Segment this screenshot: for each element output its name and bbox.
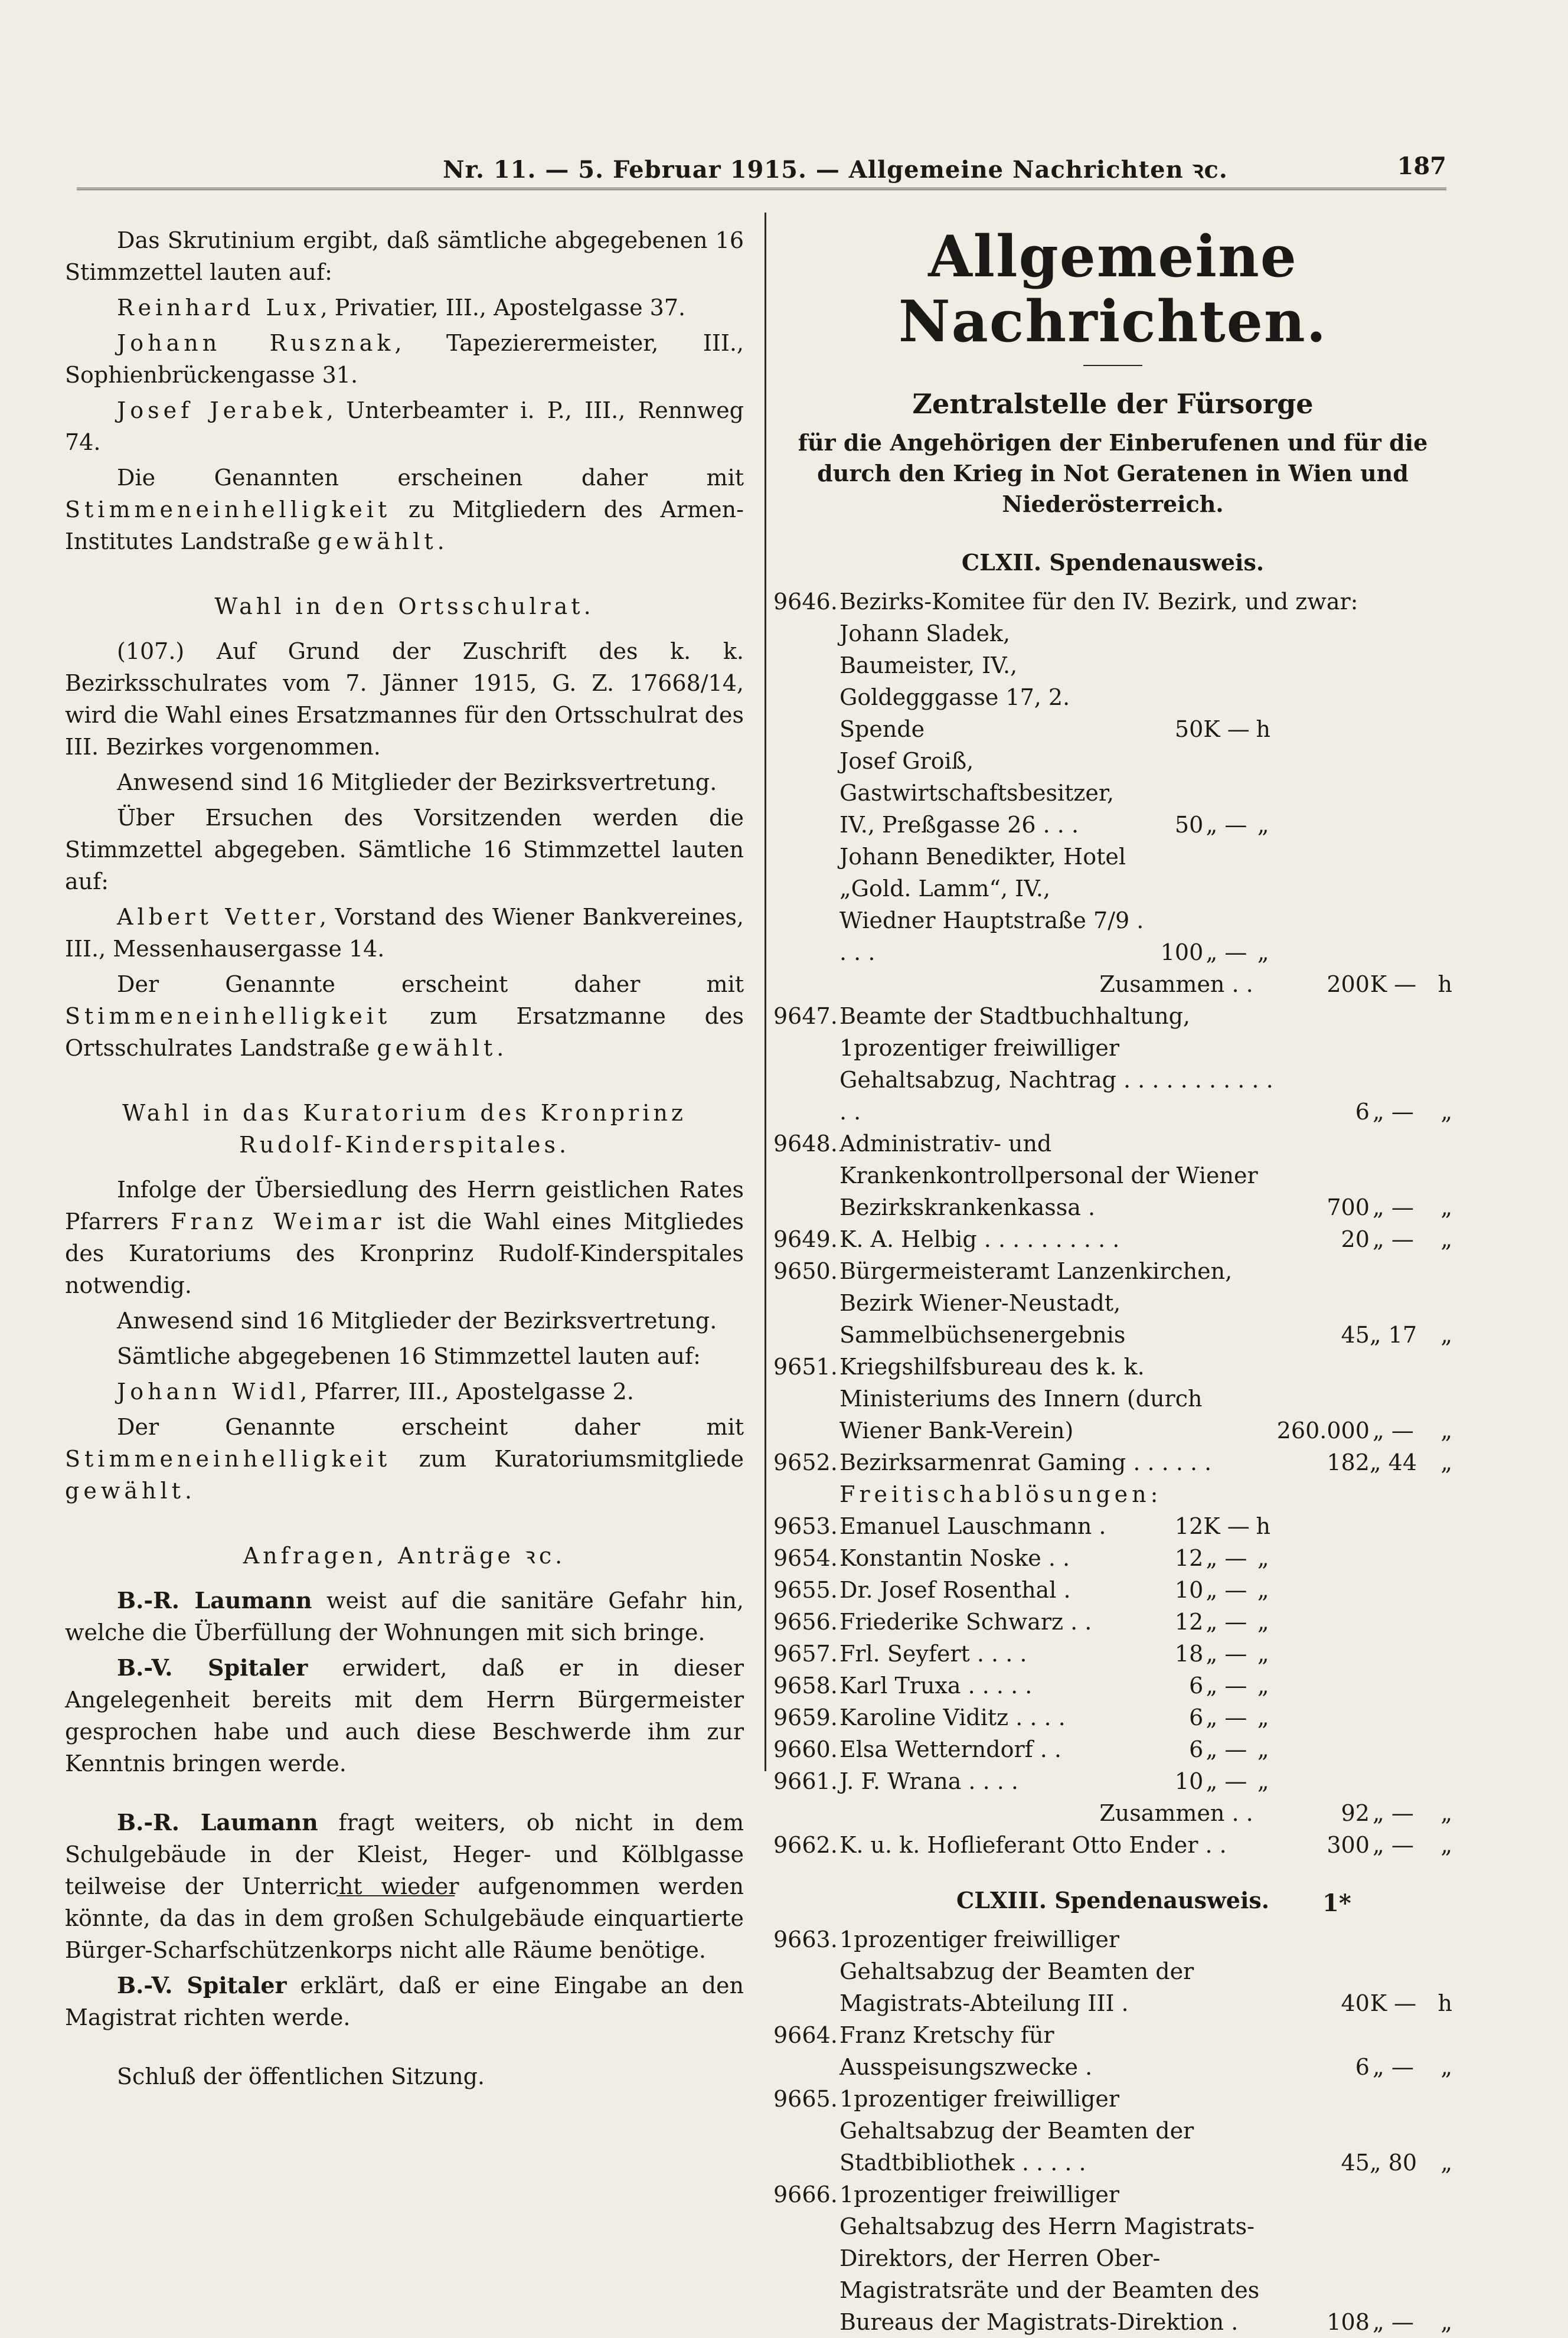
paragraph bbox=[65, 1376, 744, 1408]
paragraph bbox=[65, 1652, 744, 1779]
paragraph-text: erklärt, daß er eine Eingabe an den Magistrat richten werde. bbox=[65, 1973, 744, 2030]
donation-table-2 bbox=[773, 1924, 1452, 2338]
unit: K — bbox=[1370, 1990, 1417, 2016]
paragraph-text: fragt weiters, ob nicht in dem Schulgebäude in der Kleist, Heger- und Kölblgasse teilweise der Unterricht wieder aufgenommen werden könnte, da das in dem großen Schulgebäude einquartierte Bürger-Scharfschützenkorps nicht alle Räume benötige. bbox=[65, 1810, 744, 1963]
paragraph: Das Skrutinium ergibt, daß sämtliche abgegebenen 16 Stimmzettel lauten auf: bbox=[65, 227, 744, 285]
entry-number: 9660. bbox=[773, 1736, 838, 1762]
amount: 260.000 bbox=[1276, 1418, 1370, 1444]
entry-text: Dr. Josef Rosenthal . bbox=[839, 1577, 1071, 1603]
amount: 10 bbox=[1174, 1768, 1204, 1794]
person-name: Franz Weimar bbox=[171, 1209, 386, 1235]
section-heading: Wahl in das Kuratorium des Kronprinz Rudolf-Kinderspitales. bbox=[122, 1100, 687, 1158]
unit: h bbox=[1256, 716, 1270, 742]
table-row bbox=[773, 2179, 1452, 2338]
table-row bbox=[773, 841, 1452, 968]
amount: 12 bbox=[1174, 1513, 1204, 1539]
table-row bbox=[773, 1542, 1452, 1574]
paragraph-text: ist die Wahl eines Mitgliedes des Kuratoriums des Kronprinz Rudolf-Kinderspitales notwendig. bbox=[65, 1209, 744, 1298]
paragraph: Sämtliche abgegebenen 16 Stimmzettel lauten auf: bbox=[117, 1343, 701, 1369]
spaced-text: Stimmeneinhelligkeit bbox=[65, 497, 391, 523]
amount: 300 bbox=[1327, 1832, 1370, 1858]
entry-text: 1prozentiger freiwilliger Gehaltsabzug der Beamten der Magistrats-Abteilung III . bbox=[839, 1926, 1194, 2016]
paragraph-text: zum Kuratoriumsmitgliede bbox=[391, 1446, 744, 1472]
unit: „ 44 bbox=[1369, 1449, 1417, 1475]
unit: „ 80 bbox=[1369, 2150, 1417, 2176]
unit: „ bbox=[1440, 1418, 1452, 1444]
unit: „ bbox=[1440, 2054, 1452, 2080]
table-row bbox=[773, 968, 1452, 1000]
table-row bbox=[773, 2083, 1452, 2179]
spaced-text: Stimmeneinhelligkeit bbox=[65, 1446, 391, 1472]
entry-number: 9646. bbox=[773, 589, 838, 615]
entry-number: 9647. bbox=[773, 1003, 838, 1029]
unit: „ bbox=[1257, 939, 1269, 965]
paragraph: Anwesend sind 16 Mitglieder der Bezirksvertretung. bbox=[117, 1308, 717, 1334]
table-row bbox=[773, 1351, 1452, 1446]
unit: „ — bbox=[1373, 2054, 1414, 2080]
paragraph-text: Der Genannte erscheint daher mit bbox=[117, 1414, 744, 1440]
entry-text: Bürgermeisteramt Lanzenkirchen, Bezirk Wiener-Neustadt, Sammelbüchsenergebnis bbox=[839, 1258, 1233, 1348]
entry-number: 9659. bbox=[773, 1704, 838, 1730]
amount: 12 bbox=[1174, 1609, 1204, 1635]
unit: „ bbox=[1440, 2150, 1452, 2176]
amount: 6 bbox=[1189, 1736, 1204, 1762]
person-name: Josef Jerabek bbox=[117, 397, 326, 423]
entry-text: Josef Groiß, Gastwirtschaftsbesitzer, IV., Preßgasse 26 . . . bbox=[839, 748, 1114, 838]
entry-number: 9653. bbox=[773, 1513, 838, 1539]
entry-text: Elsa Wetterndorf . . bbox=[839, 1736, 1061, 1762]
entry-number: 9661. bbox=[773, 1768, 838, 1794]
table-row bbox=[773, 1128, 1452, 1223]
unit: „ bbox=[1440, 1194, 1452, 1220]
unit: „ — bbox=[1206, 1545, 1247, 1571]
unit: „ bbox=[1440, 1226, 1452, 1252]
header-rule bbox=[77, 188, 1446, 190]
entry-text: K. u. k. Hoflieferant Otto Ender . . bbox=[839, 1832, 1227, 1858]
title-rule bbox=[1083, 365, 1142, 366]
paragraph-text: , Vorstand des Wiener Bankvereines, III., Messenhausergasse 14. bbox=[65, 904, 744, 962]
table-row bbox=[773, 586, 1452, 618]
paragraph bbox=[65, 394, 744, 458]
paragraph-text: zu Mitgliedern des Armen-Institutes Landstraße bbox=[65, 497, 744, 554]
entry-number: 9650. bbox=[773, 1258, 838, 1284]
unit: h bbox=[1438, 1990, 1452, 2016]
unit: „ — bbox=[1206, 1673, 1247, 1699]
unit: „ — bbox=[1206, 1609, 1247, 1635]
amount: 6 bbox=[1355, 1099, 1370, 1125]
unit: „ bbox=[1257, 1641, 1269, 1667]
table-row bbox=[773, 1924, 1452, 2019]
entry-number: 9648. bbox=[773, 1131, 838, 1157]
unit: „ bbox=[1440, 1800, 1452, 1826]
amount: 182 bbox=[1327, 1449, 1370, 1475]
entry-number: 9656. bbox=[773, 1609, 838, 1635]
table-row bbox=[773, 1638, 1452, 1670]
paragraph-text: Infolge der Übersiedlung des Herrn geistlichen Rates Pfarrers bbox=[65, 1177, 744, 1235]
person-name: Reinhard Lux bbox=[117, 295, 321, 321]
paragraph: (107.) Auf Grund der Zuschrift des k. k. Bezirksschulrates vom 7. Jänner 1915, G. Z. 17668/14, wird die Wahl eines Ersatzmannes für den Ortsschulrat des III. Bezirkes vorgenommen. bbox=[65, 638, 744, 760]
table-row bbox=[773, 1829, 1452, 1861]
table-row bbox=[773, 1733, 1452, 1765]
person-name: Johann Rusznak bbox=[117, 330, 395, 356]
paragraph bbox=[65, 1585, 744, 1648]
unit: „ — bbox=[1206, 812, 1247, 838]
paragraph bbox=[65, 327, 744, 391]
table-row bbox=[773, 1670, 1452, 1702]
unit: K — bbox=[1203, 1513, 1250, 1539]
table-row bbox=[773, 1223, 1452, 1255]
amount: 100 bbox=[1160, 939, 1204, 965]
spacer bbox=[65, 1783, 744, 1807]
amount: 10 bbox=[1174, 1577, 1204, 1603]
entry-number: 9655. bbox=[773, 1577, 838, 1603]
entry-text: J. F. Wrana . . . . bbox=[839, 1768, 1018, 1794]
amount: 6 bbox=[1355, 2054, 1370, 2080]
spaced-text: gewählt. bbox=[317, 528, 449, 554]
table-row bbox=[773, 1255, 1452, 1351]
table-row bbox=[773, 1606, 1452, 1638]
unit: „ bbox=[1257, 1577, 1269, 1603]
page-number: 187 bbox=[1397, 152, 1446, 180]
table-row bbox=[773, 1765, 1452, 1797]
entry-number: 9665. bbox=[773, 2086, 838, 2112]
unit: „ — bbox=[1206, 1768, 1247, 1794]
spaced-text: gewählt. bbox=[377, 1035, 508, 1061]
table-row bbox=[773, 1510, 1452, 1542]
paragraph: Anwesend sind 16 Mitglieder der Bezirksvertretung. bbox=[117, 769, 717, 795]
table-row bbox=[773, 1000, 1452, 1128]
unit: „ bbox=[1257, 1673, 1269, 1699]
entry-number: 9666. bbox=[773, 2182, 838, 2208]
amount: 45 bbox=[1341, 1322, 1370, 1348]
entry-text: Karl Truxa . . . . . bbox=[839, 1673, 1033, 1699]
table-row bbox=[773, 1702, 1452, 1733]
amount: 6 bbox=[1189, 1673, 1204, 1699]
unit: „ — bbox=[1373, 1418, 1414, 1444]
unit: „ bbox=[1440, 1449, 1452, 1475]
section-heading: Wahl in den Ortsschulrat. bbox=[214, 593, 594, 619]
unit: K — bbox=[1370, 971, 1417, 997]
spaced-text: Stimmeneinhelligkeit bbox=[65, 1003, 391, 1029]
subtitle-description: für die Angehörigen der Einberufenen und für die durch den Krieg in Not Geratenen in Wien und Niederösterreich. bbox=[798, 429, 1428, 517]
paragraph bbox=[65, 462, 744, 557]
amount: 200 bbox=[1327, 971, 1370, 997]
unit: „ bbox=[1257, 1768, 1269, 1794]
paragraph-text: Der Genannte erscheint daher mit bbox=[117, 971, 744, 997]
entry-number: 9654. bbox=[773, 1545, 838, 1571]
entry-number: 9651. bbox=[773, 1354, 838, 1380]
paragraph bbox=[65, 1411, 744, 1507]
spacer bbox=[65, 2037, 744, 2061]
sum-label: Zusammen . . bbox=[1099, 971, 1253, 997]
table-row bbox=[773, 1797, 1452, 1829]
paragraph: Über Ersuchen des Vorsitzenden werden die Stimmzettel abgegeben. Sämtliche 16 Stimmzettel lauten auf: bbox=[65, 805, 744, 894]
unit: „ — bbox=[1373, 1832, 1414, 1858]
amount: 108 bbox=[1327, 2309, 1370, 2335]
unit: „ bbox=[1257, 1704, 1269, 1730]
entry-text: Beamte der Stadtbuchhaltung, 1prozentiger freiwilliger Gehaltsabzug, Nachtrag . . . . . . . . . . . . . bbox=[839, 1003, 1273, 1125]
subtitle: Zentralstelle der Fürsorge bbox=[912, 388, 1314, 420]
header-title: Nr. 11. — 5. Februar 1915. — Allgemeine Nachrichten ꝛc. bbox=[443, 156, 1228, 184]
list-heading: CLXIII. Spendenausweis. bbox=[956, 1887, 1269, 1913]
table-row bbox=[773, 1574, 1452, 1606]
entry-text: 1prozentiger freiwilliger Gehaltsabzug der Beamten der Stadtbibliothek . . . . . bbox=[839, 2086, 1194, 2176]
unit: „ — bbox=[1206, 1641, 1247, 1667]
entry-text: Karoline Viditz . . . . bbox=[839, 1704, 1066, 1730]
unit: „ bbox=[1257, 1545, 1269, 1571]
entry-text: Bezirks-Komitee für den IV. Bezirk, und zwar: bbox=[839, 589, 1358, 615]
amount: 6 bbox=[1189, 1704, 1204, 1730]
unit: h bbox=[1256, 1513, 1270, 1539]
unit: „ — bbox=[1373, 1194, 1414, 1220]
entry-number: 9664. bbox=[773, 2022, 838, 2048]
entry-text: Johann Sladek, Baumeister, IV., Goldegggasse 17, 2. Spende bbox=[839, 621, 1070, 742]
section-heading: Anfragen, Anträge ꝛc. bbox=[243, 1543, 566, 1569]
entry-number: 9662. bbox=[773, 1832, 838, 1858]
main-title: Allgemeine Nachrichten. bbox=[898, 223, 1328, 355]
unit: „ — bbox=[1373, 2309, 1414, 2335]
entry-text: Emanuel Lauschmann . bbox=[839, 1513, 1106, 1539]
unit: h bbox=[1438, 971, 1452, 997]
unit: „ — bbox=[1373, 1099, 1414, 1125]
entry-number: 9663. bbox=[773, 1926, 838, 1952]
unit: K — bbox=[1203, 716, 1250, 742]
unit: „ — bbox=[1206, 1736, 1247, 1762]
paragraph-text: , Pfarrer, III., Apostelgasse 2. bbox=[300, 1379, 634, 1405]
unit: „ bbox=[1440, 1832, 1452, 1858]
paragraph bbox=[65, 968, 744, 1064]
paragraph bbox=[65, 292, 744, 324]
paragraph bbox=[65, 1174, 744, 1301]
paragraph-text: Die Genannten erscheinen daher mit bbox=[117, 465, 744, 491]
paragraph bbox=[65, 901, 744, 965]
list-heading: CLXII. Spendenausweis. bbox=[961, 549, 1265, 576]
amount: 20 bbox=[1341, 1226, 1370, 1252]
entry-text: Administrativ- und Krankenkontrollpersonal der Wiener Bezirkskrankenkassa . bbox=[839, 1131, 1258, 1220]
signature-mark: 1* bbox=[1322, 1889, 1351, 1917]
unit: „ — bbox=[1206, 1577, 1247, 1603]
paragraph bbox=[65, 1970, 744, 2033]
amount: 92 bbox=[1341, 1800, 1370, 1826]
paragraph-text: , Tapezierermeister, III., Sophienbrückengasse 31. bbox=[65, 330, 744, 388]
unit: „ bbox=[1440, 1099, 1452, 1125]
paragraph-text: , Privatier, III., Apostelgasse 37. bbox=[320, 295, 686, 321]
table-row bbox=[773, 618, 1452, 745]
amount: 700 bbox=[1327, 1194, 1370, 1220]
unit: „ bbox=[1440, 2309, 1452, 2335]
amount: 40 bbox=[1341, 1990, 1370, 2016]
person-name: Johann Widl bbox=[117, 1379, 300, 1405]
entry-text: Frl. Seyfert . . . . bbox=[839, 1641, 1027, 1667]
unit: „ bbox=[1440, 1322, 1452, 1348]
sum-label: Zusammen . . bbox=[1099, 1800, 1253, 1826]
paragraph-text: erwidert, daß er in dieser Angelegenheit bereits mit dem Herrn Bürgermeister gesprochen habe und auch diese Beschwerde ihm zur Kenntnis bringen werde. bbox=[65, 1655, 744, 1777]
paragraph bbox=[65, 1807, 744, 1966]
table-row bbox=[773, 1446, 1452, 1478]
entry-number: 9649. bbox=[773, 1226, 838, 1252]
speaker-name: B.-R. Laumann bbox=[117, 1587, 312, 1614]
entry-text: Kriegshilfsbureau des k. k. Ministeriums des Innern (durch Wiener Bank-Verein) bbox=[839, 1354, 1203, 1444]
person-name: Albert Vetter bbox=[117, 904, 319, 930]
amount: 18 bbox=[1174, 1641, 1204, 1667]
unit: „ 17 bbox=[1369, 1322, 1417, 1348]
unit: „ — bbox=[1206, 1704, 1247, 1730]
left-column bbox=[65, 224, 744, 2096]
unit: „ bbox=[1257, 1609, 1269, 1635]
donation-table bbox=[773, 586, 1452, 1861]
paragraph-text: weist auf die sanitäre Gefahr hin, welche die Überfüllung der Wohnungen mit sich bringe. bbox=[65, 1588, 744, 1645]
table-row bbox=[773, 745, 1452, 841]
closing-rule bbox=[337, 1895, 455, 1896]
entry-number: 9652. bbox=[773, 1449, 838, 1475]
unit: „ — bbox=[1206, 939, 1247, 965]
entry-text: Friederike Schwarz . . bbox=[839, 1609, 1092, 1635]
amount: 45 bbox=[1341, 2150, 1370, 2176]
closing-paragraph: Schluß der öffentlichen Sitzung. bbox=[117, 2063, 485, 2089]
entry-text: Konstantin Noske . . bbox=[839, 1545, 1070, 1571]
entry-text: K. A. Helbig . . . . . . . . . . bbox=[839, 1226, 1120, 1252]
entry-text: Johann Benedikter, Hotel „Gold. Lamm“, IV., Wiedner Hauptstraße 7/9 . . . . bbox=[839, 844, 1144, 965]
paragraph-text: zum Ersatzmanne des Ortsschulrates Landstraße bbox=[65, 1003, 744, 1061]
speaker-name: B.-V. Spitaler bbox=[117, 1972, 287, 1999]
table-row bbox=[773, 2019, 1452, 2083]
entry-number: 9658. bbox=[773, 1673, 838, 1699]
entry-text: 1prozentiger freiwilliger Gehaltsabzug des Herrn Magistrats-Direktors, der Herren Ober-Magistratsräte und der Beamten des Bureaus der Magistrats-Direktion . bbox=[839, 2182, 1260, 2335]
speaker-name: B.-V. Spitaler bbox=[117, 1654, 308, 1681]
amount: 50 bbox=[1174, 716, 1204, 742]
spaced-text: gewählt. bbox=[65, 1478, 196, 1504]
unit: „ — bbox=[1373, 1226, 1414, 1252]
speaker-name: B.-R. Laumann bbox=[117, 1809, 318, 1836]
group-heading: Freitischablösungen: bbox=[839, 1481, 1162, 1507]
paragraph-text: , Unterbeamter i. P., III., Rennweg 74. bbox=[65, 397, 744, 455]
amount: 12 bbox=[1174, 1545, 1204, 1571]
column-divider bbox=[765, 213, 766, 1771]
entry-number: 9657. bbox=[773, 1641, 838, 1667]
unit: „ bbox=[1257, 812, 1269, 838]
entry-text: Bezirksarmenrat Gaming . . . . . . bbox=[839, 1449, 1212, 1475]
right-column bbox=[773, 224, 1452, 2338]
unit: „ bbox=[1257, 1736, 1269, 1762]
amount: 50 bbox=[1174, 812, 1204, 838]
unit: „ — bbox=[1373, 1800, 1414, 1826]
entry-text: Franz Kretschy für Ausspeisungszwecke . bbox=[839, 2022, 1093, 2080]
table-row bbox=[773, 1478, 1452, 1510]
